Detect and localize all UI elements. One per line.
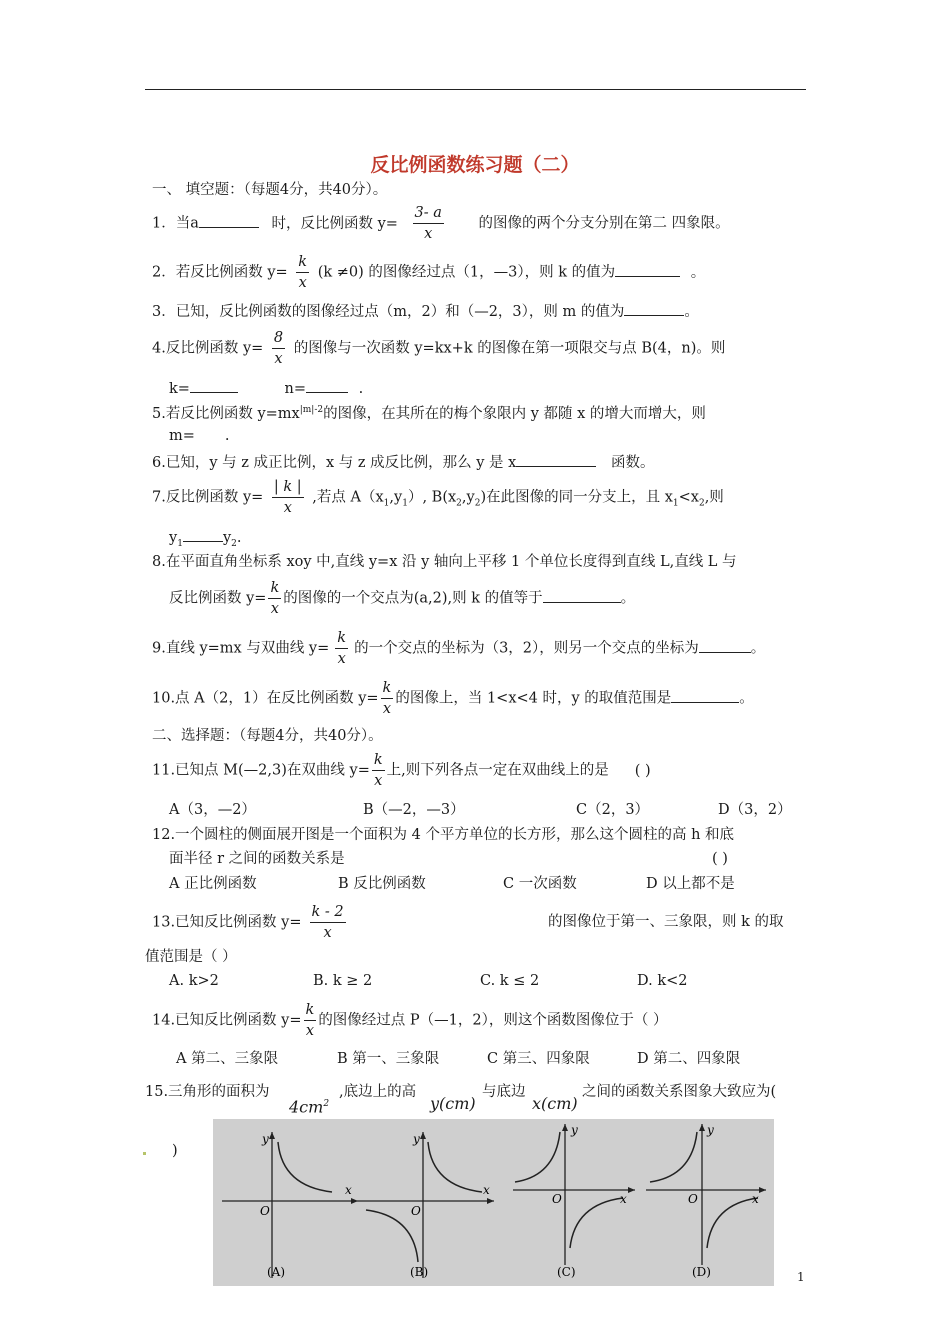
q3-text-c: 。	[684, 304, 699, 320]
q7-denominator: x	[283, 500, 292, 516]
q7-text-a: 7.反比例函数 y=	[152, 489, 264, 506]
q8-text-c: 的图像的一个交点为(a,2),则 k 的值等于	[283, 590, 543, 607]
q7-sub-6: 2	[698, 498, 705, 509]
q10-blank	[671, 688, 739, 703]
q10-text-b: 的图像上，当 1<x<4 时，y 的取值范围是	[395, 690, 672, 707]
graph-d-label: (D)	[692, 1265, 711, 1279]
q13-fraction	[310, 902, 346, 943]
q11-option-c: C（2，3）	[576, 802, 650, 818]
graph-b-origin: O	[411, 1204, 421, 1218]
graph-a-x-label: x	[345, 1183, 352, 1197]
q11-numerator: k	[372, 750, 385, 771]
question-13-line-2: 值范围是（ ）	[145, 949, 237, 965]
q13-denominator: x	[323, 925, 332, 941]
q2-numerator: k	[296, 252, 309, 273]
question-12-line-2: 面半径 r 之间的函数关系是	[169, 851, 345, 867]
q13-text-a: 13.已知反比例函数 y=	[152, 914, 302, 931]
q8-fraction	[268, 578, 281, 619]
graph-b-y-label: y	[413, 1132, 420, 1146]
q14-option-d: D 第二、四象限	[637, 1051, 741, 1067]
q15-close-paren: )	[172, 1143, 178, 1159]
q11-option-d: D（3，2）	[718, 802, 792, 818]
q14-numerator: k	[304, 1000, 317, 1021]
q11-option-b: B（—2，—3）	[363, 802, 465, 818]
q8-text-d: 。	[620, 590, 636, 607]
q11-denominator: x	[374, 773, 383, 789]
q7-sub-2: 1	[402, 498, 408, 509]
graph-a-y-label: y	[262, 1132, 269, 1146]
q9-text-a: 9.直线 y=mx 与双曲线 y=	[152, 640, 330, 657]
q2-text-c: 。	[690, 264, 706, 281]
q5-text-d: .	[224, 428, 230, 444]
q8-denominator: x	[270, 601, 279, 617]
graph-c-label: (C)	[557, 1265, 576, 1279]
graph-c-origin: O	[552, 1192, 562, 1206]
q13-option-b: B. k ≥ 2	[313, 973, 373, 989]
question-5	[152, 400, 706, 424]
q5-m-label: m=	[169, 428, 195, 444]
q4-text-b: 的图像与一次函数 y=kx+k 的图像在第一项限交与点 B(4，n)。则	[293, 340, 726, 357]
question-1	[152, 203, 730, 244]
graph-d-y-label: y	[707, 1123, 714, 1137]
header-rule	[145, 89, 806, 90]
q11-answer-paren: ( )	[634, 762, 651, 779]
q7-y2: y	[222, 530, 232, 546]
q4-k-label: k=	[169, 381, 190, 397]
question-10	[152, 678, 754, 719]
q1-fraction	[413, 203, 444, 244]
q4-fraction	[272, 328, 285, 369]
q15-text-b: ,底边上的高	[339, 1084, 417, 1100]
q12-option-a: A 正比例函数	[169, 876, 257, 892]
q8-numerator: k	[268, 578, 281, 599]
graph-d-x-label: x	[752, 1192, 759, 1206]
q11-option-a: A（3，—2）	[169, 802, 256, 818]
graph-d-origin: O	[688, 1192, 698, 1206]
q8-text-b: 反比例函数 y=	[169, 590, 267, 607]
q1-blank	[199, 213, 259, 228]
q14-text-b: 的图像经过点 P（—1，2），则这个函数图像位于（ ）	[318, 1012, 668, 1029]
question-13-text-b: 的图像位于第一、三象限，则 k 的取	[548, 914, 784, 930]
q7-fraction	[272, 477, 304, 518]
q1-numerator: 3- a	[413, 203, 444, 224]
q15-area-exponent: 2	[323, 1099, 330, 1109]
q1-denominator: x	[424, 226, 433, 242]
q7-y2-sub: 2	[231, 538, 237, 549]
q4-text-e: .	[358, 381, 364, 397]
q5-exponent: |m|-2	[299, 405, 324, 415]
q12-option-c: C 一次函数	[503, 876, 577, 892]
q9-denominator: x	[337, 651, 346, 667]
question-13	[152, 902, 350, 943]
q14-option-a: A 第二、三象限	[176, 1051, 279, 1067]
graph-c-x-label: x	[620, 1192, 627, 1206]
q8-blank	[543, 588, 621, 603]
question-15: 15.三角形的面积为	[145, 1084, 270, 1100]
question-2	[152, 252, 705, 293]
q13-option-d: D. k<2	[637, 973, 688, 989]
q14-option-c: C 第三、四象限	[487, 1051, 590, 1067]
q13-option-a: A. k>2	[169, 973, 219, 989]
q3-text-a: 3．已知，反比例函数的图像经过点（m，2）和（—2，3），则 m 的值为	[152, 304, 625, 320]
graph-a	[222, 1128, 362, 1286]
q4-text-a: 4.反比例函数 y=	[152, 340, 264, 357]
question-9	[152, 628, 765, 669]
question-5-line-2	[169, 426, 230, 446]
q2-blank	[615, 262, 680, 277]
q7-text-b2: ,y	[389, 489, 403, 506]
q9-blank	[699, 638, 751, 653]
q9-fraction	[335, 628, 348, 669]
q14-option-b: B 第一、三象限	[337, 1051, 440, 1067]
question-8: 8.在平面直角坐标系 xoy 中,直线 y=x 沿 y 轴向上平移 1 个单位长度得到直线 L,直线 L 与	[152, 554, 737, 570]
q7-text-b10: <x	[678, 489, 699, 506]
graph-a-label: (A)	[267, 1265, 286, 1279]
q7-text-b12: ,则	[704, 489, 724, 506]
q5-text-b: 的图像，在其所在的梅个象限内 y 都随 x 的增大而增大，则	[323, 405, 706, 422]
q15-height-var: y(cm)	[430, 1094, 476, 1113]
q3-blank	[624, 301, 684, 316]
section-2-heading: 二、选择题：（每题4分，共40分）。	[152, 728, 383, 744]
q2-text-a: 2．若反比例函数 y=	[152, 264, 288, 281]
question-4	[152, 328, 725, 369]
q1-text-a: 1．当a	[152, 215, 199, 232]
q7-text-b8: )在此图像的同一分支上，且 x	[480, 489, 673, 506]
q10-fraction	[381, 678, 394, 719]
q2-denominator: x	[298, 275, 307, 291]
graph-a-origin: O	[260, 1204, 270, 1218]
question-7-line-2	[169, 527, 241, 554]
question-12: 12.一个圆柱的侧面展开图是一个面积为 4 个平方单位的长方形，那么这个圆柱的高 h 和底	[152, 827, 735, 843]
q7-y1-sub: 1	[177, 538, 183, 549]
question-14	[152, 1000, 668, 1041]
q10-numerator: k	[381, 678, 394, 699]
q7-text-b4: ）, B(x	[407, 489, 457, 506]
stray-dot	[143, 1152, 146, 1155]
q7-numerator: | k |	[272, 477, 304, 498]
q14-fraction	[304, 1000, 317, 1041]
q7-sub-5: 1	[672, 498, 679, 509]
q9-numerator: k	[335, 628, 348, 649]
page-number: 1	[797, 1270, 805, 1284]
question-4-line-2	[169, 378, 363, 399]
q2-text-b: (k ≠0) 的图像经过点（1，—3），则 k 的值为	[317, 264, 616, 281]
q9-text-b: 的一个交点的坐标为（3，2），则另一个交点的坐标为	[354, 640, 699, 657]
q2-fraction	[296, 252, 309, 293]
q1-text-b: 时，反比例函数 y=	[271, 215, 398, 232]
graph-c-y-label: y	[571, 1123, 578, 1137]
q7-text-b: ,若点 A（x	[312, 489, 384, 506]
q12-option-d: D 以上都不是	[646, 876, 735, 892]
q7-text-b6: ,y	[461, 489, 475, 506]
q15-text-c: 与底边	[482, 1084, 526, 1100]
q7-sub-4: 2	[474, 498, 481, 509]
question-6	[152, 452, 654, 473]
q10-text-c: 。	[739, 690, 754, 707]
section-1-heading: 一、 填空题：（每题4分，共40分）。	[152, 182, 388, 198]
graph-b	[358, 1128, 498, 1286]
q10-denominator: x	[382, 701, 392, 717]
q6-text-b: 函数。	[610, 455, 655, 471]
q1-text-c: 的图像的两个分支分别在第二 四象限。	[478, 215, 730, 232]
q9-text-c: 。	[750, 640, 766, 657]
q6-blank	[516, 452, 596, 467]
q15-area-value	[289, 1094, 329, 1117]
q4-numerator: 8	[272, 328, 285, 349]
q4-denominator: x	[274, 351, 283, 367]
question-8-line-2	[169, 578, 635, 619]
q15-text-d: 之间的函数关系图象大致应为(	[582, 1084, 777, 1100]
q7-blank	[183, 527, 223, 542]
q7-sub-3: 2	[456, 498, 462, 509]
q13-option-c: C. k ≤ 2	[480, 973, 540, 989]
q13-numerator: k - 2	[310, 902, 346, 923]
q15-area-text: 4cm	[289, 1097, 324, 1117]
q10-text-a: 10.点 A（2，1）在反比例函数 y=	[152, 690, 379, 707]
graph-b-label: (B)	[410, 1265, 429, 1279]
q5-text-a: 5.若反比例函数 y=mx	[152, 405, 300, 422]
q11-text-a: 11.已知点 M(—2,3)在双曲线 y=	[152, 762, 370, 779]
q11-fraction	[372, 750, 385, 791]
graph-c	[505, 1120, 645, 1286]
question-7	[152, 477, 724, 518]
q4-n-label: n=	[284, 381, 307, 397]
q11-text-b: 上,则下列各点一定在双曲线上的是	[386, 762, 609, 779]
q12-answer-paren: ( )	[712, 851, 728, 867]
q7-sub-1: 1	[383, 498, 390, 509]
q4-n-blank	[306, 378, 348, 393]
q7-text-c4: .	[236, 530, 242, 546]
q14-text-a: 14.已知反比例函数 y=	[152, 1012, 302, 1029]
page-title: 反比例函数练习题（二）	[370, 154, 580, 176]
graph-b-x-label: x	[483, 1183, 490, 1197]
question-3	[152, 301, 699, 322]
q14-denominator: x	[305, 1023, 314, 1039]
graph-d	[640, 1120, 774, 1286]
q6-text-a: 6.已知，y 与 z 成正比例，x 与 z 成反比例，那么 y 是 x	[152, 455, 517, 471]
q7-y1: y	[169, 530, 178, 546]
q12-option-b: B 反比例函数	[338, 876, 426, 892]
q15-base-var: x(cm)	[532, 1094, 578, 1113]
question-11	[152, 750, 651, 791]
q4-k-blank	[190, 378, 238, 393]
